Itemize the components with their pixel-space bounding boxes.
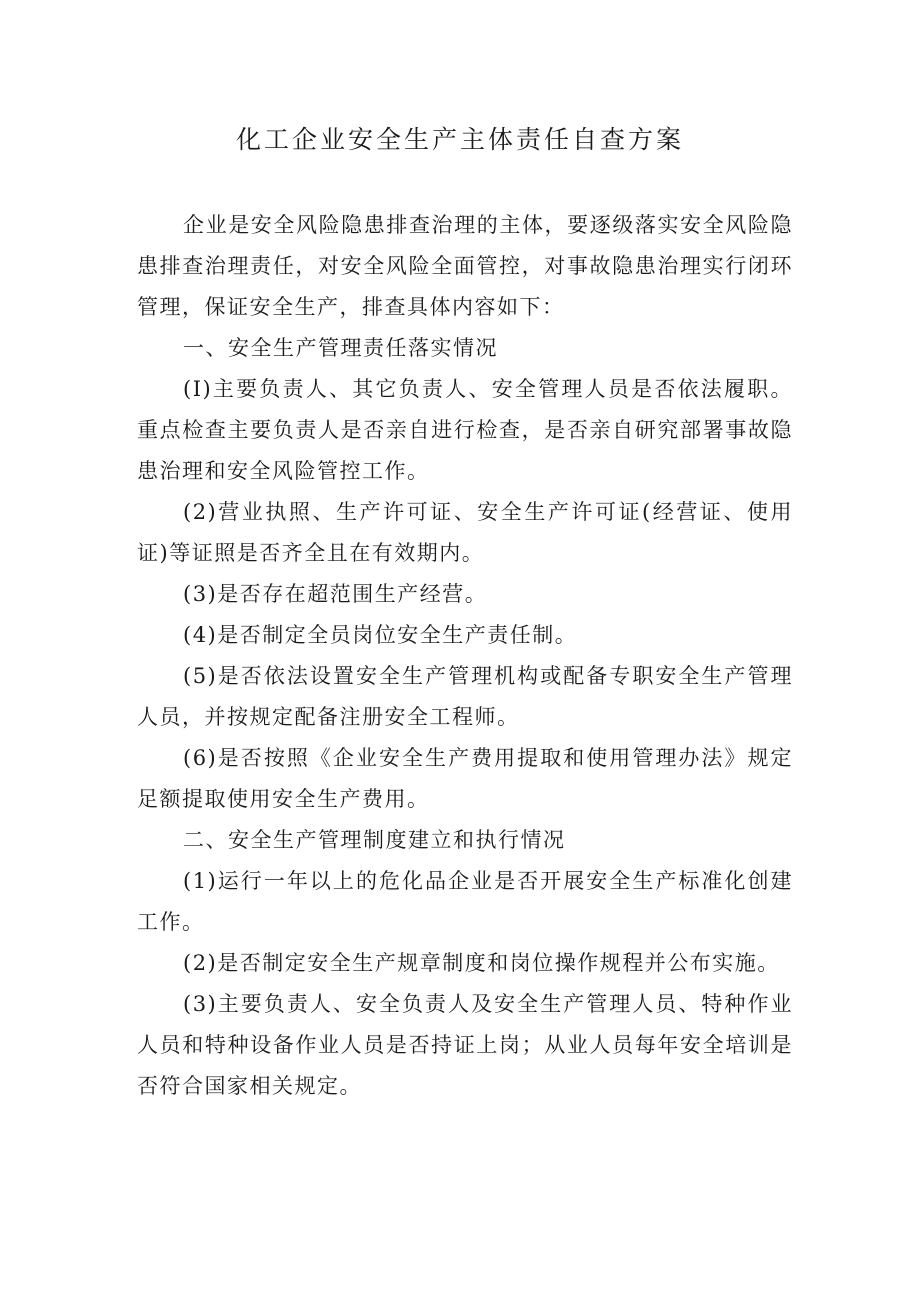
list-item: (2)是否制定安全生产规章制度和岗位操作规程并公布实施。 (183, 951, 780, 975)
section-heading-2: 二、安全生产管理制度建立和执行情况 (183, 828, 566, 852)
document-body (137, 205, 793, 1107)
section-heading-1: 一、安全生产管理责任落实情况 (183, 336, 498, 360)
document-title: 化工企业安全生产主体责任自查方案 (235, 125, 684, 154)
intro-paragraph: 企业是安全风险隐患排查治理的主体，要逐级落实安全风险隐患排查治理责任，对安全风险全面管控，对事故隐患治理实行闭环管理，保证安全生产，排查具体内容如下： (137, 213, 793, 319)
list-item: (I)主要负责人、其它负责人、安全管理人员是否依法履职。重点检查主要负责人是否亲自进行检查，是否亲自研究部署事故隐患治理和安全风险管控工作。 (137, 377, 793, 483)
list-item: (3)是否存在超范围生产经营。 (183, 582, 488, 606)
list-item: (2)营业执照、生产许可证、安全生产许可证(经营证、使用证)等证照是否齐全且在有效期内。 (137, 500, 793, 565)
list-item: (5)是否依法设置安全生产管理机构或配备专职安全生产管理人员，并按规定配备注册安全工程师。 (137, 664, 793, 729)
list-item: (3)主要负责人、安全负责人及安全生产管理人员、特种作业人员和特种设备作业人员是否持证上岗；从业人员每年安全培训是否符合国家相关规定。 (137, 992, 793, 1098)
list-item: (6)是否按照《企业安全生产费用提取和使用管理办法》规定足额提取使用安全生产费用。 (137, 746, 793, 811)
list-item: (1)运行一年以上的危化品企业是否开展安全生产标准化创建工作。 (137, 869, 793, 934)
list-item: (4)是否制定全员岗位安全生产责任制。 (183, 623, 578, 647)
